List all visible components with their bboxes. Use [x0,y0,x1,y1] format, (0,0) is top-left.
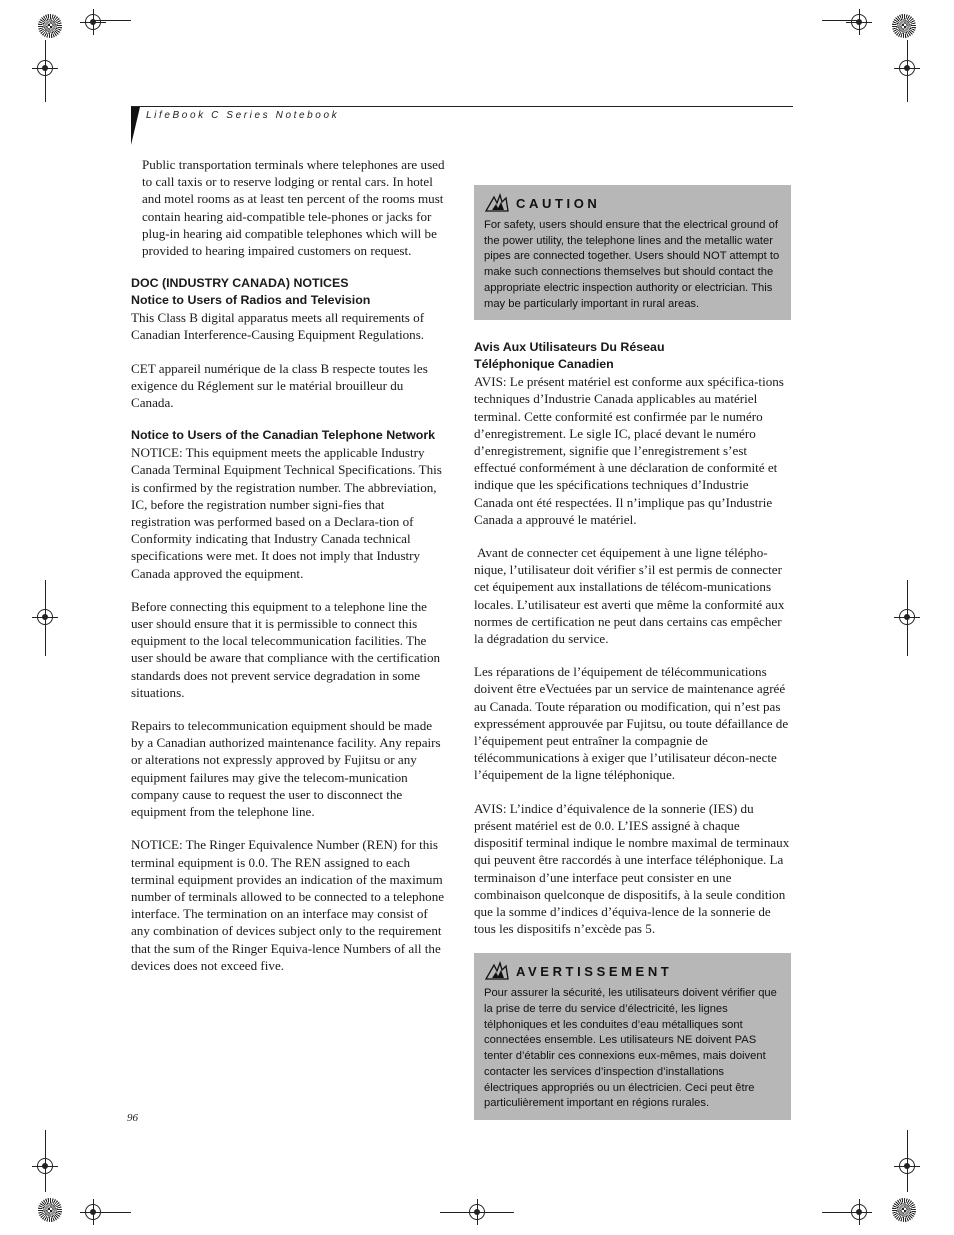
running-head: LifeBook C Series Notebook [146,110,340,121]
avis-paragraph: Les réparations de l’équipement de télécommunications doivent être eVectuées par un service de maintenance agréé au Canada. Toute réparation ou modification, qui n’est pas expressément approuvée par Fujitsu, ou toute défaillance de l’équipement peut entraîner la compagnie de télécommunications à exiger que l’utilisateur décon-necte l’équipement de la ligne téléphonique. [474,664,789,783]
registration-star-icon [38,1198,62,1222]
caution-title-row [484,193,781,213]
warning-flame-icon [484,193,510,213]
avis-ies-paragraph: AVIS: L’indice d’équivalence de la sonnerie (IES) du présent matériel est de 0.0. L’IES assigné à chaque dispositif terminal indique le nombre maximal de terminaux qui peuvent être raccordés à une interface téléphonique. La terminaison d’une interface peut consister en une combinaison quelconque de dispositifs, à la seule condition que la somme d’indices d’équiva-lence de la sonnerie de tous les dispositifs n’excède pas 5. [474,800,790,937]
section-heading-doc: DOC (INDUSTRY CANADA) NOTICES [131,276,349,291]
avertissement-title: AVERTISSEMENT [516,963,673,979]
registration-star-icon [38,14,62,38]
subheading-telephone-network: Notice to Users of the Canadian Telephone Network [131,428,436,443]
registration-target-icon [37,609,53,625]
caution-title: CAUTION [516,195,601,211]
avis-paragraph: AVIS: Le présent matériel est conforme aux spécifica-tions techniques d’Industrie Canada applicables au matériel terminal. Cette conformité est confirmée par le numéro d’enregistrement. Le sigle IC, placé devant le numéro d’enregistrement, signifie que l’enregistrement s’est effectué conformément à une déclaration de conformité et indique que les spécifications techniques d’Industrie Canada ont été respectées. Il n’implique pas qu’Industrie Canada a approuvé le matériel. [474,374,784,527]
registration-target-icon [37,60,53,76]
intro-paragraph: Public transportation terminals where telephones are used to call taxis or to reserve lodging or rental cars. In hotel and motel rooms as at least ten percent of the rooms must contain hearing aid-compatible tele-phones or jacks for plug-in hearing aid compatible telephones which will be provided to hearing impaired customers on request. [142,157,445,259]
registration-star-icon [892,1198,916,1222]
caution-box [474,185,791,320]
registration-target-icon [851,14,867,30]
page-number: 96 [127,1112,138,1124]
avertissement-title-row [484,961,781,981]
registration-target-icon [899,60,915,76]
avertissement-box [474,953,791,1120]
radio-notice-english: This Class B digital apparatus meets all requirements of Canadian Interference-Causing Equipment Regulations. [131,310,425,343]
header-rule [131,106,793,107]
ren-notice-paragraph: NOTICE: The Ringer Equivalence Number (REN) for this terminal equipment is 0.0. The REN assigned to each terminal equipment provides an indication of the maximum number of terminals allowed to be connected to a telephone interface. The termination on an interface may consist of any combination of devices subject only to the requirement that the sum of the Ringer Equiva-lence Numbers of all the devices does not exceed five. [131,837,445,973]
registration-star-icon [892,14,916,38]
subheading-avis-line1: Avis Aux Utilisateurs Du Réseau [474,340,665,355]
subheading-avis-line2: Téléphonique Canadien [474,357,614,372]
header-tab-marker [131,107,140,145]
registration-target-icon [899,609,915,625]
right-column [474,185,791,1120]
radio-notice-french: CET appareil numérique de la class B respecte toutes les exigence du Réglement sur le matérial brouilleur du Canada. [131,360,428,411]
telephone-notice-paragraph: Before connecting this equipment to a telephone line the user should ensure that it is permissible to connect this equipment to the local telecommunication facilities. The user should be aware that compliance with the certification standards does not prevent service degradation in some situations. [131,598,441,700]
warning-flame-icon [484,961,510,981]
left-column [131,156,445,990]
registration-target-icon [899,1158,915,1174]
registration-target-icon [85,14,101,30]
avertissement-text: Pour assurer la sécurité, les utilisateurs doivent vérifier que la prise de terre du service d’électricité, les lignes télphoniques et les conduites d’eau métalliques sont connectées ensemble. Les utilisateurs NE doivent PAS tenter d’établir ces connexions eux-mêmes, mais doivent contacter les services d’inspection d’installations électriques appropriés ou un électricien. Ceci peut être particulièrement important en régions rurales. [484,987,777,1110]
telephone-notice-paragraph: NOTICE: This equipment meets the applicable Industry Canada Terminal Equipment Technical Specifications. This is confirmed by the registration number. The abbreviation, IC, before the registration number signi-fies that registration was performed based on a Declara-tion of Conformity indicating that Industry Canada technical specifications were met. It does not imply that Industry Canada approved the equipment. [131,445,442,581]
avis-paragraph: Avant de connecter cet équipement à une ligne télépho-nique, l’utilisateur doit vérifier s’il est permis de connecter cet équipement aux installations de télécom-munications locales. L’utilisateur est averti que même la conformité aux normes de certification ne peut dans certains cas empêcher la dégradation du service. [474,545,785,647]
caution-text: For safety, users should ensure that the electrical ground of the power utility, the telephone lines and the metallic water pipes are connected together. Users should NOT attempt to make such connections themselves but should contact the appropriate electric inspection authority or electrician. This may be particularly important in rural areas. [484,219,780,310]
telephone-notice-paragraph: Repairs to telecommunication equipment should be made by a Canadian authorized maintenance facility. Any repairs or alterations not expressly approved by Fujitsu or any equipment failures may give the telecom-munication company cause to request the user to disconnect the equipment from the telephone line. [131,718,441,820]
registration-target-icon [37,1158,53,1174]
subheading-radio-tv: Notice to Users of Radios and Television [131,293,371,308]
